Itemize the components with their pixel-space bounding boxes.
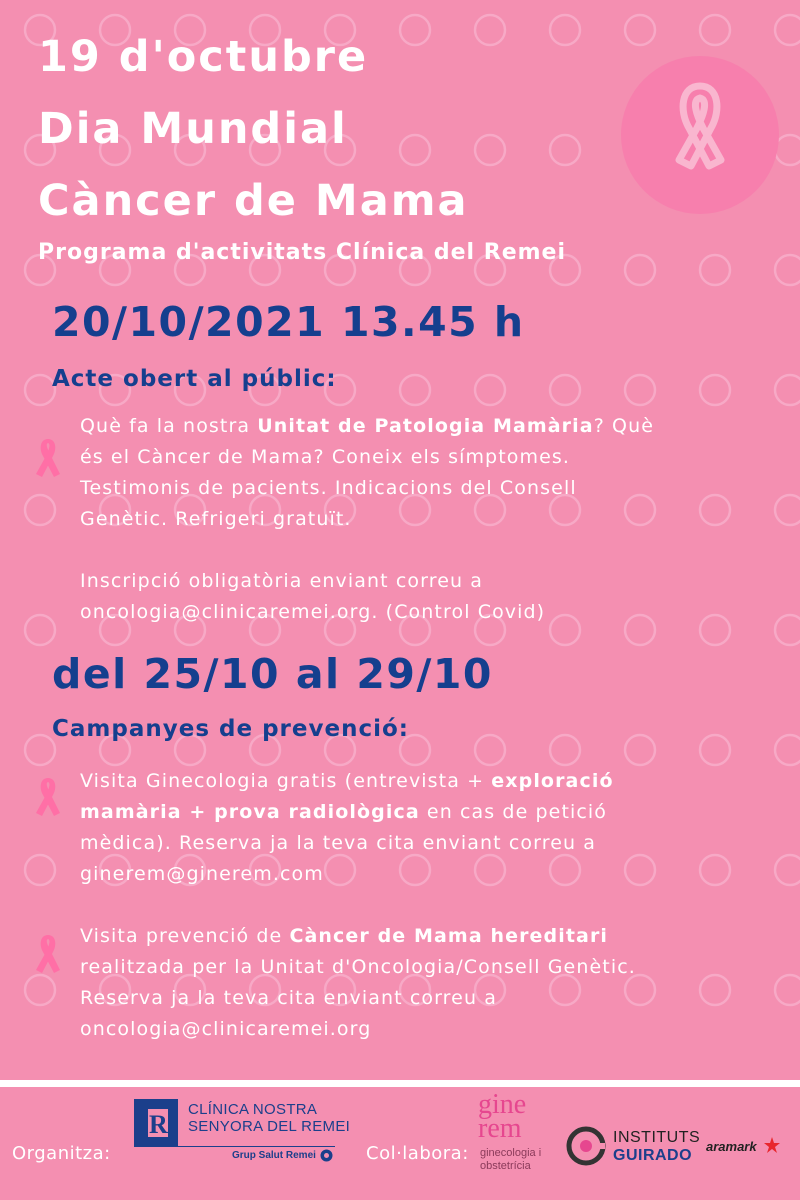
ginerem-email[interactable]: ginerem@ginerem.com (80, 863, 324, 885)
pink-ribbon-icon (34, 933, 62, 977)
pattern-circle (775, 15, 800, 45)
pattern-circle (700, 375, 730, 405)
event2-date: del 25/10 al 29/10 (52, 650, 493, 698)
guirado-g-icon (565, 1125, 607, 1167)
pattern-circle (700, 255, 730, 285)
pattern-circle (400, 15, 430, 45)
pattern-circle (475, 375, 505, 405)
collabora-label: Col·labora: (366, 1143, 469, 1164)
campaign-text: en cas de petició (419, 801, 608, 823)
event1-date: 20/10/2021 13.45 h (52, 298, 525, 346)
campaign-text: Visita Ginecologia gratis (entrevista + (80, 770, 492, 792)
ginerem-tagline (480, 1147, 541, 1173)
title-line-2: Dia Mundial (38, 104, 348, 154)
pattern-circle (400, 135, 430, 165)
pattern-circle (700, 15, 730, 45)
clinica-group: Grup Salut Remei (232, 1150, 316, 1161)
pink-ribbon-icon (34, 776, 62, 820)
pattern-circle (625, 15, 655, 45)
pattern-circle (625, 255, 655, 285)
ginerem-logo (478, 1089, 527, 1144)
pattern-circle (25, 855, 55, 885)
pattern-circle (400, 375, 430, 405)
campaign-text: realitzada per la Unitat d'Oncologia/Consell Genètic. (80, 956, 636, 978)
clinica-logo-rule (135, 1146, 335, 1147)
svg-text:R: R (149, 1110, 168, 1139)
pattern-circle (775, 735, 800, 765)
footer-divider (0, 1080, 800, 1087)
pattern-circle (625, 375, 655, 405)
guirado-line1: INSTITUTS (613, 1129, 701, 1146)
clinica-logo-icon (134, 1099, 178, 1147)
event2-heading: Campanyes de prevenció: (52, 716, 409, 742)
organitza-label: Organitza: (12, 1143, 111, 1164)
campaign-text: Reserva ja la teva cita enviant correu a (80, 987, 497, 1009)
event1-heading: Acte obert al públic: (52, 366, 337, 392)
pattern-circle (25, 495, 55, 525)
ginerem-tagline-1: ginecologia i (480, 1147, 542, 1159)
event1-text: Testimonis de pacients. Indicacions del Consell (80, 477, 577, 499)
campaign-highlight: Càncer de Mama hereditari (289, 925, 609, 947)
footer (0, 1087, 800, 1200)
event1-text: Genètic. Refrigeri gratuït. (80, 508, 352, 530)
event1-registration: Inscripció obligatòria enviant correu a (80, 570, 484, 592)
clinica-group-icon (320, 1149, 333, 1162)
pattern-circle (550, 135, 580, 165)
oncologia-email[interactable]: oncologia@clinicaremei.org (80, 1018, 372, 1040)
campaign-text: Visita prevenció de (80, 925, 290, 947)
event1-text: ? Què (593, 415, 655, 437)
event1-unit-highlight: Unitat de Patologia Mamària (257, 415, 594, 437)
pattern-circle (25, 375, 55, 405)
pattern-circle (775, 375, 800, 405)
ribbon-badge (621, 56, 779, 214)
pattern-circle (25, 615, 55, 645)
campaign-highlight: mamària + prova radiològica (80, 801, 420, 823)
ginerem-logo-top: gine (478, 1089, 527, 1120)
event1-text: Què fa la nostra (80, 415, 258, 437)
campaign-gynecology (80, 766, 780, 890)
guirado-line2: GUIRADO (613, 1147, 693, 1164)
ginerem-tagline-2: obstetrícia (480, 1160, 531, 1172)
pattern-circle (475, 735, 505, 765)
pattern-circle (700, 735, 730, 765)
pattern-circle (550, 735, 580, 765)
clinica-name (188, 1101, 350, 1135)
ginerem-logo-bottom: rem (478, 1113, 522, 1144)
subtitle: Programa d'activitats Clínica del Remei (38, 240, 566, 265)
pattern-circle (550, 375, 580, 405)
pattern-circle (775, 255, 800, 285)
pattern-circle (475, 135, 505, 165)
campaign-highlight: exploració (491, 770, 614, 792)
event1-registration-email[interactable]: oncologia@clinicaremei.org. (Control Covid) (80, 601, 546, 623)
campaign-text: mèdica). Reserva ja la teva cita enviant correu a (80, 832, 597, 854)
clinica-name-line1: CLÍNICA NOSTRA (188, 1101, 318, 1118)
clinica-name-line2: SENYORA DEL REMEI (188, 1118, 351, 1135)
title-line-3: Càncer de Mama (38, 176, 469, 226)
event1-description (80, 411, 780, 628)
pattern-circle (25, 735, 55, 765)
pink-ribbon-icon (621, 56, 779, 214)
aramark-logo: aramark (706, 1139, 757, 1154)
pattern-circle (550, 15, 580, 45)
title-line-1: 19 d'octubre (38, 32, 369, 82)
guirado-logo-text (613, 1129, 700, 1165)
campaign-hereditary (80, 921, 780, 1045)
pink-ribbon-icon (34, 437, 62, 481)
pattern-circle (25, 975, 55, 1005)
pattern-circle (625, 735, 655, 765)
star-icon (763, 1136, 781, 1154)
pattern-circle (475, 15, 505, 45)
event1-text: és el Càncer de Mama? Coneix els símptomes. (80, 446, 571, 468)
